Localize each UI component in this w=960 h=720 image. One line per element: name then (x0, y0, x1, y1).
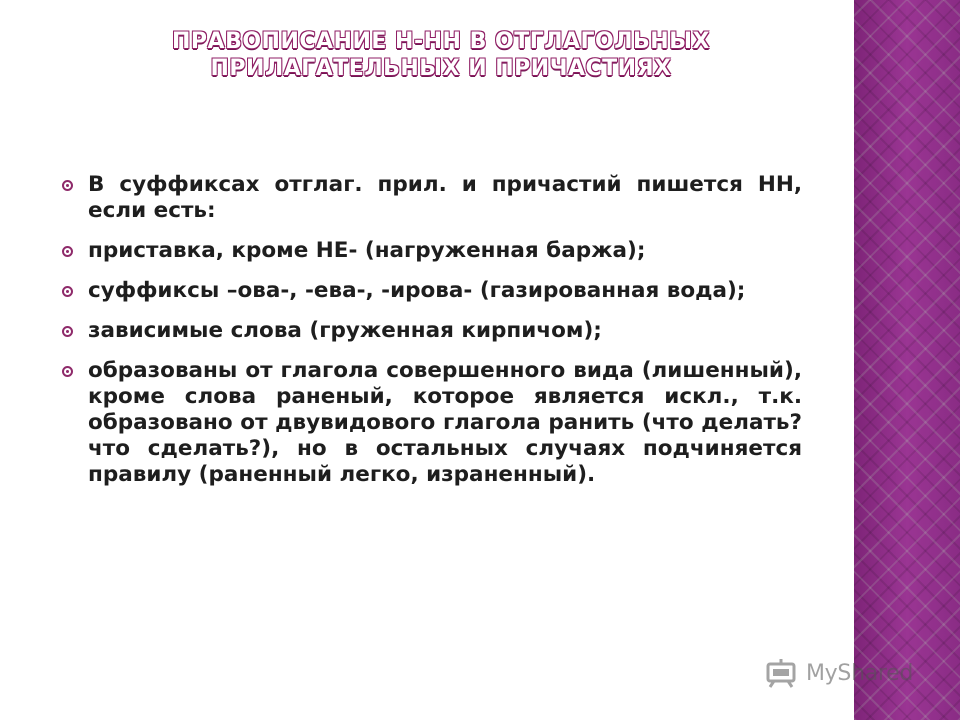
bullet-icon (62, 246, 73, 257)
bullet-item (60, 278, 802, 304)
bullet-text: суффиксы –ова-, -ева-, -ирова- (газированная вода); (88, 278, 746, 303)
watermark (764, 656, 913, 690)
title-line-2: ПРИЛАГАТЕЛЬНЫХ И ПРИЧАСТИЯХ (210, 56, 672, 81)
bullet-icon (62, 366, 73, 377)
bullet-icon (62, 286, 73, 297)
bullet-icon (62, 180, 73, 191)
decorative-side-panel (854, 0, 960, 720)
watermark-text: MyShared (806, 660, 914, 686)
bullet-item (60, 318, 802, 344)
title-line-1: ПРАВОПИСАНИЕ Н-НН В ОТГЛАГОЛЬНЫХ (172, 29, 710, 54)
bullet-list (60, 172, 802, 502)
bullet-item (60, 358, 802, 488)
bullet-text: зависимые слова (груженная кирпичом); (88, 318, 602, 343)
bullet-item (60, 238, 802, 264)
bullet-icon (62, 326, 73, 337)
bullet-text: приставка, кроме НЕ- (нагруженная баржа); (88, 238, 646, 263)
slide-title (96, 28, 786, 82)
presentation-board-icon (764, 658, 802, 688)
bullet-text: образованы от глагола совершенного вида (лишенный), кроме слова раненый, которое является искл., т.к. образовано от двувидового глагола ранить (что делать? что сделать?), но в остальных случаях подчиняется правилу (раненный легко, израненный). (88, 358, 802, 487)
bullet-item (60, 172, 802, 224)
bullet-text: В суффиксах отглаг. прил. и причастий пишется НН, если есть: (88, 172, 802, 223)
